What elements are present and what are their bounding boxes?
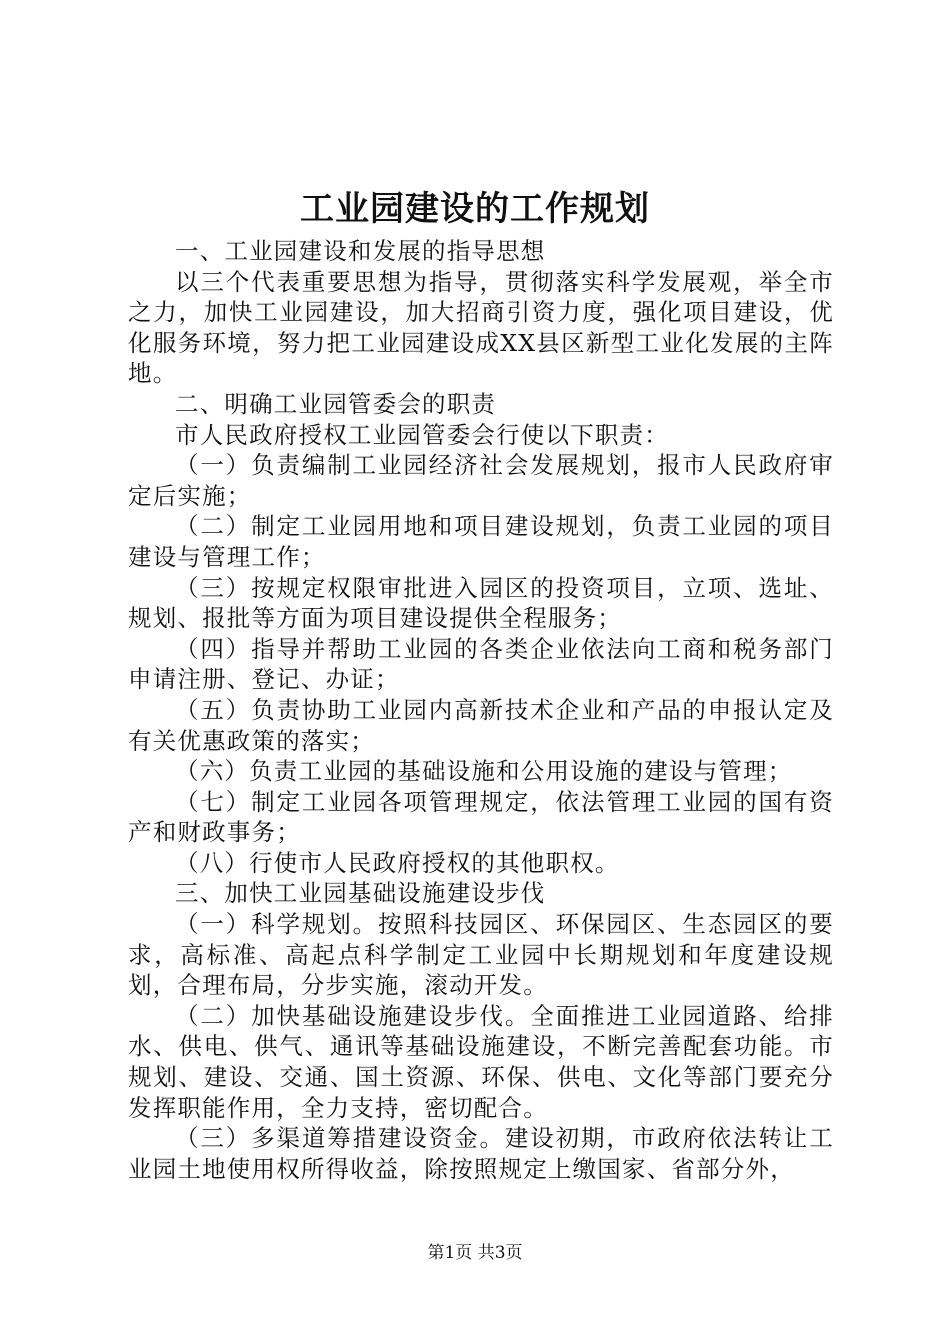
list-item: （五）负责协助工业园内高新技术企业和产品的申报认定及有关优惠政策的落实；: [128, 695, 834, 755]
list-item: （七）制定工业园各项管理规定，依法管理工业园的国有资产和财政事务；: [128, 787, 834, 847]
list-item: （四）指导并帮助工业园的各类企业依法向工商和税务部门申请注册、登记、办证；: [128, 634, 834, 694]
list-item: （一）科学规划。按照科技园区、环保园区、生态园区的要求，高标准、高起点科学制定工业园中长期规划和年度建设规划，合理布局，分步实施，滚动开发。: [128, 910, 834, 1000]
list-item: （三）按规定权限审批进入园区的投资项目，立项、选址、规划、报批等方面为项目建设提供全程服务；: [128, 573, 834, 633]
document-title: 工业园建设的工作规划: [300, 189, 650, 229]
paragraph: 以三个代表重要思想为指导，贯彻落实科学发展观，举全市之力，加快工业园建设，加大招商引资力度，强化项目建设，优化服务环境，努力把工业园建设成XX县区新型工业化发展的主阵地。: [128, 267, 834, 388]
section-heading-2: 二、明确工业园管委会的职责: [175, 389, 497, 418]
list-item: （三）多渠道筹措建设资金。建设初期，市政府依法转让工业园土地使用权所得收益，除按照规定上缴国家、省部分外，: [128, 1124, 834, 1183]
list-item: （六）负责工业园的基础设施和公用设施的建设与管理；: [175, 757, 793, 786]
section-heading-3: 三、加快工业园基础设施建设步伐: [175, 879, 546, 908]
list-item: （二）加快基础设施建设步伐。全面推进工业园道路、给排水、供电、供气、通讯等基础设施建设，不断完善配套功能。市规划、建设、交通、国土资源、环保、供电、文化等部门要充分发挥职能作用，全力支持，密切配合。: [128, 1001, 834, 1122]
page-footer: 第1页 共3页: [427, 1243, 523, 1263]
list-item: （一）负责编制工业园经济社会发展规划，报市人民政府审定后实施；: [128, 451, 834, 510]
section-heading-1: 一、工业园建设和发展的指导思想: [175, 237, 546, 265]
document-body: [128, 236, 834, 1184]
list-item: （八）行使市人民政府授权的其他职权。: [175, 848, 620, 877]
list-item: （二）制定工业园用地和项目建设规划，负责工业园的项目建设与管理工作；: [128, 512, 834, 571]
paragraph: 市人民政府授权工业园管委会行使以下职责：: [175, 420, 669, 449]
